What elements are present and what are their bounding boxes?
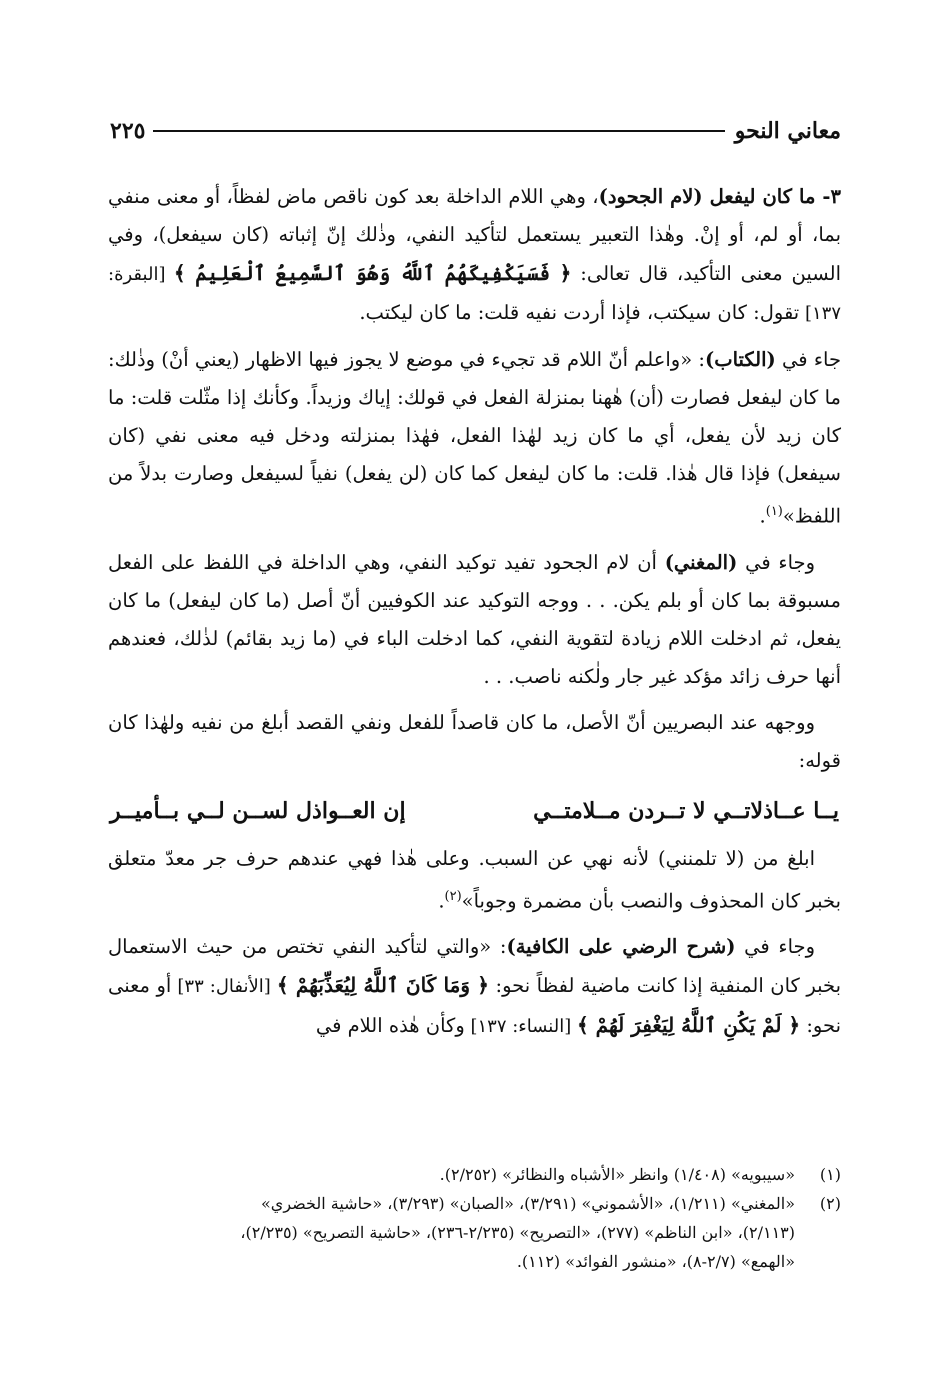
footnote-number: (١) (819, 1165, 841, 1184)
footnote-2-continued: (٢/١١٣)، «ابن الناظم» (٢٧٧)، «التصريح» (٢/٢٣٥-٢٣٦)، «حاشية التصريح» (٢/٢٣٥)، (240, 1223, 795, 1242)
poetry-verse (108, 792, 841, 830)
book-title: (شرح الرضي على الكافية) (506, 935, 736, 958)
book-title: (الكتاب) (704, 348, 776, 371)
paragraph-text: ووجهه عند البصريين أنّ الأصل، ما كان قاصداً للفعل ونفي القصد أبلغ من نفيه ولهٰذا كان قوله: (108, 710, 841, 772)
running-title: معاني النحو (734, 118, 841, 144)
paragraph-text: : «واعلم أنّ اللام قد تجيء في موضع لا يجوز فيها الاظهار (يعني أنْ) وذٰلك: ما كان ليفعل فصارت (أن) هٰهنا بمنزلة الفعل في قولك: إياك وزيداً. وكأنك إذا مثّلت قلت: ما كان زيد لأن يفعل، أي ما كان زيد لهٰذا الفعل، فهٰذا بمنزلته ودخل فيه معنى نفي (كان سيفعل) فإذا قال هٰذا. قلت: ما كان ليفعل كما كان (لن يفعل) نفياً لسيفعل وصارت بدلاً من اللفظ» (108, 348, 841, 528)
footnote-marker[interactable]: (٢) (444, 888, 462, 904)
verse-second-hemistich: إن العــواذل لســن لــي بــأميــر (110, 797, 406, 824)
verse-reference: [الأنفال: ٣٣] (171, 976, 277, 997)
footnote-text: «سيبويه» (١/٤٠٨) وانظر «الأشباه والنظائر» (٢/٢٥٢). (439, 1165, 795, 1184)
paragraph-text: وجاء في (737, 550, 815, 574)
paragraph-text: جاء في (775, 348, 842, 371)
paragraph-mughni-quote (108, 544, 841, 696)
main-text (108, 178, 841, 1054)
paragraph-text: أو معنى نحو: (108, 974, 841, 1037)
footnotes (108, 1160, 841, 1276)
verse-reference: [البقرة: ١٣٧] (108, 264, 841, 324)
paragraph-text: تقول: كان سيكتب، فإذا أردت نفيه قلت: ما كان ليكتب. (359, 301, 800, 324)
section-heading: ٣- ما كان ليفعل (لام الجحود) (598, 185, 841, 208)
paragraph-lam-al-juhud (108, 178, 841, 333)
footnote-text: «المغني» (١/٢١١)، «الأشموني» (٣/٢٩١)، «الصبان» (٣/٢٩٣)، «حاشية الخضري» (261, 1194, 795, 1213)
paragraph-kitab-quote (108, 341, 841, 536)
verse-reference: [النساء: ١٣٧] (464, 1016, 577, 1037)
quran-verse: ﴿ وَمَا كَانَ ٱللَّهُ لِيُعَذِّبَهُمْ ﴾ (276, 973, 489, 997)
verse-first-hemistich: يــا عــاذلاتــي لا تــردن مــلامتــي (533, 797, 839, 824)
footnote-2 (108, 1189, 841, 1218)
page-header (110, 118, 841, 144)
paragraph-text: أن لام الجحود تفيد توكيد النفي، وهي الداخلة في اللفظ على الفعل مسبوقة بما كان أو بلم يكن. . . ووجه التوكيد عند الكوفيين أنّ أصل (ما كان ليفعل) ما كان يفعل، ثم ادخلت اللام زيادة لتقوية النفي، كما ادخلت الباء في (ما زيد بقائم) لذٰلك، فعندهم أنها حرف زائد مؤكد غير جار ولٰكنه ناصب. . . (108, 550, 841, 688)
paragraph-basrans (108, 704, 841, 780)
footnote-number: (٢) (819, 1194, 841, 1213)
paragraph-verse-explanation (108, 840, 841, 921)
paragraph-end: . (759, 504, 766, 528)
header-rule (153, 130, 724, 132)
paragraph-end: . (438, 889, 445, 912)
paragraph-text: وكأن هٰذه اللام في (315, 1014, 465, 1037)
paragraph-text: وجاء في (735, 935, 815, 958)
paragraph-text: : «والتي لتأكيد النفي تختص من حيث الاستعمال بخبر كان المنفية إذا كانت ماضية لفظاً نحو: (108, 935, 842, 997)
footnote-marker[interactable]: (١) (765, 504, 783, 519)
book-title: (المغني) (664, 550, 738, 574)
footnote-2-continued: «الهمع» (٢/٧-٨)، «منشور الفوائد» (١١٢). (516, 1252, 795, 1271)
footnote-1 (108, 1160, 841, 1189)
paragraph-radi-quote (108, 928, 841, 1046)
paragraph-text: ابلغ من (لا تلمنني) لأنه نهي عن السبب. وعلى هٰذا فهي عندهم حرف جر معدّ متعلق بخبر كان المحذوف والنصب بأن مضمرة وجوباً» (108, 846, 841, 912)
paragraph-text: ، وهي اللام الداخلة بعد كون ناقص ماض لفظاً، أو معنى منفي بما، أو لم، أو إنْ. وهٰذا التعبير يستعمل لتأكيد النفي، وذٰلك إنّ إثباته (كان سيفعل)، وفي السين معنى التأكيد، قال تعالى: (108, 185, 841, 285)
quran-verse: ﴿ فَسَيَكْفِيكَهُمُ ٱللَّهُ وَهُوَ ٱلسَّمِيعُ ٱلْعَلِيمُ ﴾ (173, 261, 572, 285)
page-number: ٢٢٥ (110, 118, 146, 144)
quran-verse: ﴿ لَمْ يَكُنِ ٱللَّهُ لِيَغْفِرَ لَهُمْ ﴾ (576, 1013, 801, 1037)
